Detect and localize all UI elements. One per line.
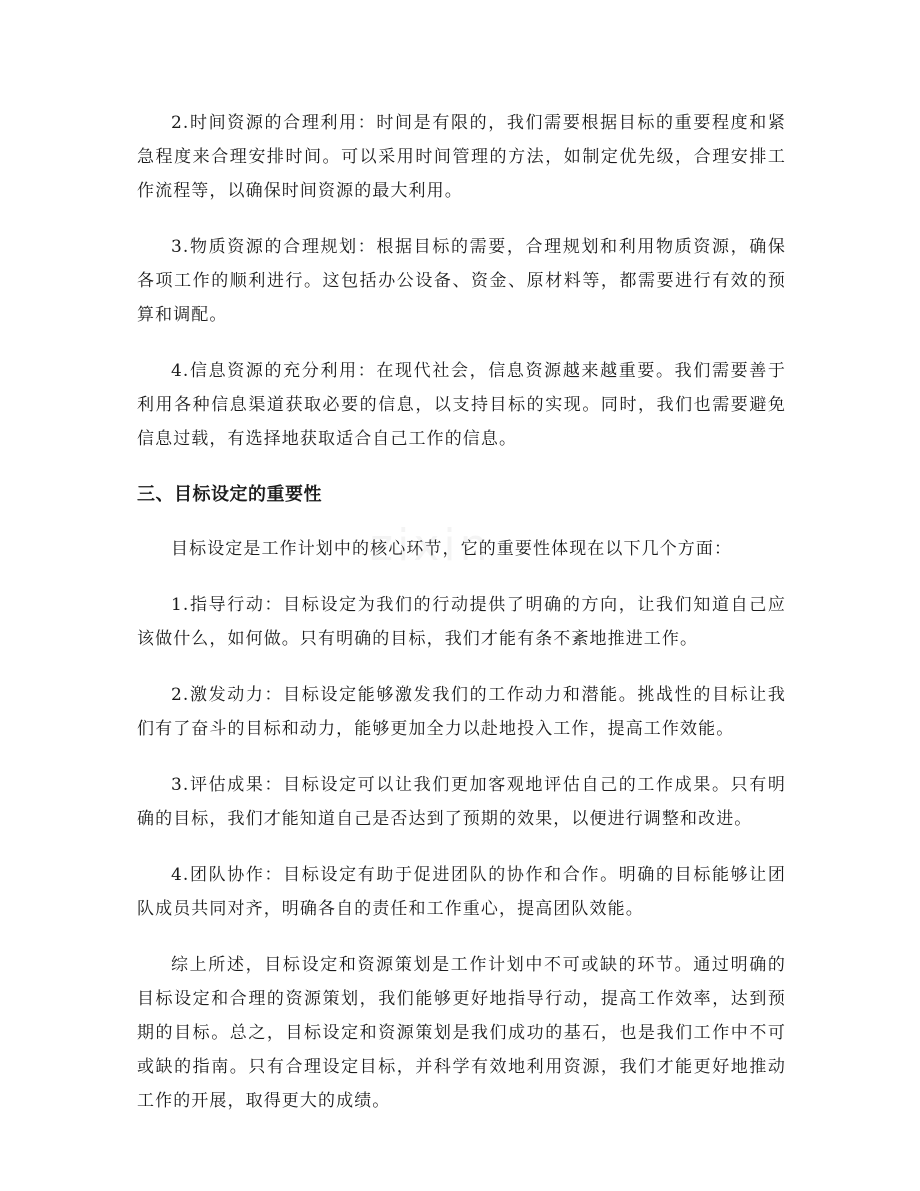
document-body xyxy=(137,106,786,1140)
paragraph-motivation: 2.激发动力：目标设定能够激发我们的工作动力和潜能。挑战性的目标让我们有了奋斗的目标和动力，能够更加全力以赴地投入工作，提高工作效能。 xyxy=(137,685,786,739)
paragraph-intro: 目标设定是工作计划中的核心环节，它的重要性体现在以下几个方面： xyxy=(171,539,733,559)
paragraph-material-resources: 3.物质资源的合理规划：根据目标的需要，合理规划和利用物质资源，确保各项工作的顺利进行。这包括办公设备、资金、原材料等，都需要进行有效的预算和调配。 xyxy=(137,237,786,325)
paragraph-time-resources: 2.时间资源的合理利用：时间是有限的，我们需要根据目标的重要程度和紧急程度来合理安排时间。可以采用时间管理的方法，如制定优先级，合理安排工作流程等，以确保时间资源的最大利用。 xyxy=(137,113,786,201)
paragraph-team-collaboration: 4.团队协作：目标设定有助于促进团队的协作和合作。明确的目标能够让团队成员共同对齐，明确各自的责任和工作重心，提高团队效能。 xyxy=(137,865,786,919)
paragraph-conclusion: 综上所述，目标设定和资源策划是工作计划中不可或缺的环节。通过明确的目标设定和合理的资源策划，我们能够更好地指导行动，提高工作效率，达到预期的目标。总之，目标设定和资源策划是我们成功的基石，也是我们工作中不可或缺的指南。只有合理设定目标，并科学有效地利用资源，我们才能更好地推动工作的开展，取得更大的成绩。 xyxy=(137,955,786,1111)
paragraph-evaluate-results: 3.评估成果：目标设定可以让我们更加客观地评估自己的工作成果。只有明确的目标，我们才能知道自己是否达到了预期的效果，以便进行调整和改进。 xyxy=(137,775,786,829)
paragraph-guide-action: 1.指导行动：目标设定为我们的行动提供了明确的方向，让我们知道自己应该做什么，如何做。只有明确的目标，我们才能有条不紊地推进工作。 xyxy=(137,595,786,649)
paragraph-information-resources: 4.信息资源的充分利用：在现代社会，信息资源越来越重要。我们需要善于利用各种信息渠道获取必要的信息，以支持目标的实现。同时，我们也需要避免信息过载，有选择地获取适合自己工作的信息。 xyxy=(137,361,786,449)
section-heading-goal-importance: 三、目标设定的重要性 xyxy=(137,484,322,505)
